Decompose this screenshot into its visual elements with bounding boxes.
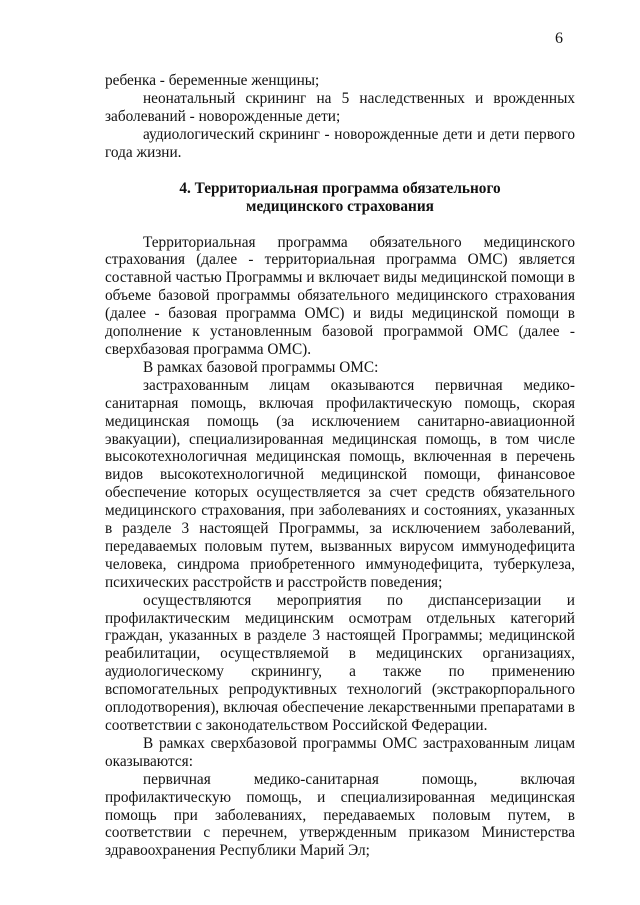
paragraph: аудиологический скрининг - новорожденные дети и дети первого года жизни.: [105, 125, 575, 161]
paragraph: В рамках базовой программы ОМС:: [143, 358, 379, 376]
paragraph: В рамках сверхбазовой программы ОМС застрахованным лицам оказываются:: [105, 734, 575, 770]
paragraph: неонатальный скрининг на 5 наследственных и врожденных заболеваний - новорожденные дети;: [105, 89, 575, 125]
section-heading: [105, 180, 575, 216]
paragraph: первичная медико-санитарная помощь, включая профилактическую помощь, и специализированная медицинская помощь при заболеваниях, передаваемых половым путем, в соответствии с перечнем, утвержденным приказом Министерства здравоохранения Республики Марий Эл;: [105, 770, 575, 860]
paragraph: Территориальная программа обязательного медицинского страхования (далее - территориальная программа ОМС) является составной частью Программы и включает виды медицинской помощи в объеме базовой программы обязательного медицинского страхования (далее - базовая программа ОМС) и виды медицинской помощи в дополнение к установленным базовой программой ОМС (далее - сверхбазовая программа ОМС).: [105, 233, 575, 358]
section-heading-line: медицинского страхования: [246, 197, 434, 215]
paragraph: застрахованным лицам оказываются первичная медико-санитарная помощь, включая профилактическую помощь, скорая медицинская помощь (за исключением санитарно-авиационной эвакуации), специализированная медицинская помощь, в том числе высокотехнологичная медицинская помощь, включенная в перечень видов высокотехнологичной медицинской помощи, финансовое обеспечение которых осуществляется за счет средств обязательного медицинского страхования, при заболеваниях и состояниях, указанных в разделе 3 настоящей Программы, за исключением заболеваний, передаваемых половым путем, вызванных вирусом иммунодефицита человека, синдрома приобретенного иммунодефицита, туберкулеза, психических расстройств и расстройств поведения;: [105, 376, 575, 591]
page-number: 6: [555, 30, 563, 47]
paragraph: ребенка - беременные женщины;: [105, 72, 320, 89]
document-body: [105, 72, 575, 860]
paragraph: осуществляются мероприятия по диспансеризации и профилактическим медицинским осмотрам отдельных категорий граждан, указанных в разделе 3 настоящей Программы; медицинской реабилитации, осуществляемой в медицинских организациях, аудиологическому скринингу, а также по применению вспомогательных репродуктивных технологий (экстракорпорального оплодотворения), включая обеспечение лекарственными препаратами в соответствии с законодательством Российской Федерации.: [105, 591, 575, 734]
section-heading-line: 4. Территориальная программа обязательного: [179, 179, 501, 197]
